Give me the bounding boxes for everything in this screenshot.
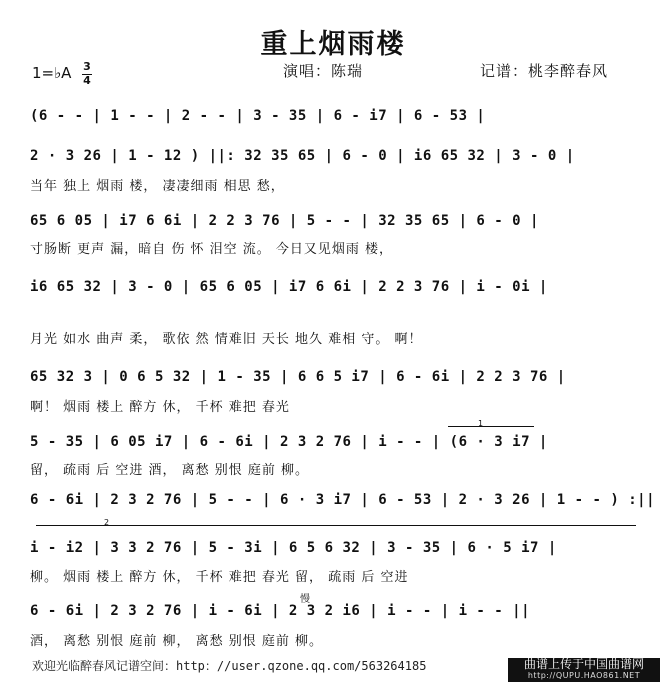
watermark-main: 曲谱上传于中国曲谱网 <box>523 657 644 671</box>
score-line-3-notes: 65 6 05 | i7 6 6i | 2 2 3 76 | 5 - - | 32 35 65 | 6 - 0 | <box>30 213 539 229</box>
song-title: 重上烟雨楼 <box>260 29 406 60</box>
score-line-9-lyrics: 酒， 离愁 别恨 庭前 柳， 离愁 别恨 庭前 柳。 <box>30 634 324 649</box>
score-line-8-notes: i - i2 | 3 3 2 76 | 5 - 3i | 6 5 6 32 | 3 - 35 | 6 · 5 i7 | <box>30 540 557 556</box>
meter-bottom: 4 <box>83 74 91 87</box>
meter-top: 3 <box>83 60 91 73</box>
score-line-6-notes: 5 - 35 | 6 05 i7 | 6 - 6i | 2 3 2 76 | i - - | (6 · 3 i7 | <box>30 434 548 450</box>
footer-link: 欢迎光临醉春风记谱空间：http：//user.qzone.qq.com/563264185 <box>32 659 427 673</box>
score-line-2-lyrics: 当年 独上 烟雨 楼， 凄凄细雨 相思 愁， <box>30 179 285 194</box>
score-line-9-notes: 6 - 6i | 2 3 2 76 | i - 6i | 2 3 2 i6 | i - - | i - - || <box>30 603 531 619</box>
watermark-url: http://QUPU.HAO861.NET <box>527 671 641 680</box>
score-line-1-notes: (6 - - | 1 - - | 2 - - | 3 - 35 | 6 - i7 | 6 - 53 | <box>30 108 486 124</box>
score-line-4-lyrics: 月光 如水 曲声 柔， 歌依 然 情难旧 天长 地久 难相 守。 啊！ <box>30 332 423 347</box>
watermark-badge <box>508 658 660 682</box>
score-line-4-notes: i6 65 32 | 3 - 0 | 65 6 05 | i7 6 6i | 2 2 3 76 | i - 0i | <box>30 279 548 295</box>
score-line-5-notes: 65 32 3 | 0 6 5 32 | 1 - 35 | 6 6 5 i7 | 6 - 6i | 2 2 3 76 | <box>30 369 566 385</box>
tempo-slow-mark: 慢 <box>300 594 310 605</box>
score-line-3-lyrics: 寸肠断 更声 漏，暗自 伤 怀 泪空 流。 今日又见烟雨 楼， <box>30 242 394 257</box>
score-line-8-lyrics: 柳。 烟雨 楼上 醉方 休， 千杯 难把 春光 留， 疏雨 后 空进 <box>30 570 409 585</box>
key-signature: 1=♭A <box>32 64 72 82</box>
singer-credit: 演唱：陈瑞 <box>283 62 364 80</box>
score-line-7-notes: 6 - 6i | 2 3 2 76 | 5 - - | 6 · 3 i7 | 6 - 53 | 2 · 3 26 | 1 - - ) :|| <box>30 492 656 508</box>
volta-bracket-2 <box>36 518 636 527</box>
notator-credit: 记谱：桃李醉春风 <box>480 62 609 80</box>
volta-1-number: 1 <box>478 419 484 428</box>
score-line-6-lyrics: 留， 疏雨 后 空进 酒， 离愁 别恨 庭前 柳。 <box>30 463 310 478</box>
volta-2-number: 2 <box>104 518 110 527</box>
score-line-2-notes: 2 · 3 26 | 1 - 12 ) ||: 32 35 65 | 6 - 0 | i6 65 32 | 3 - 0 | <box>30 148 575 164</box>
volta-bracket-1 <box>448 419 534 428</box>
score-line-5-lyrics: 啊！ 烟雨 楼上 醉方 休， 千杯 难把 春光 <box>30 400 290 415</box>
time-signature <box>82 61 92 87</box>
